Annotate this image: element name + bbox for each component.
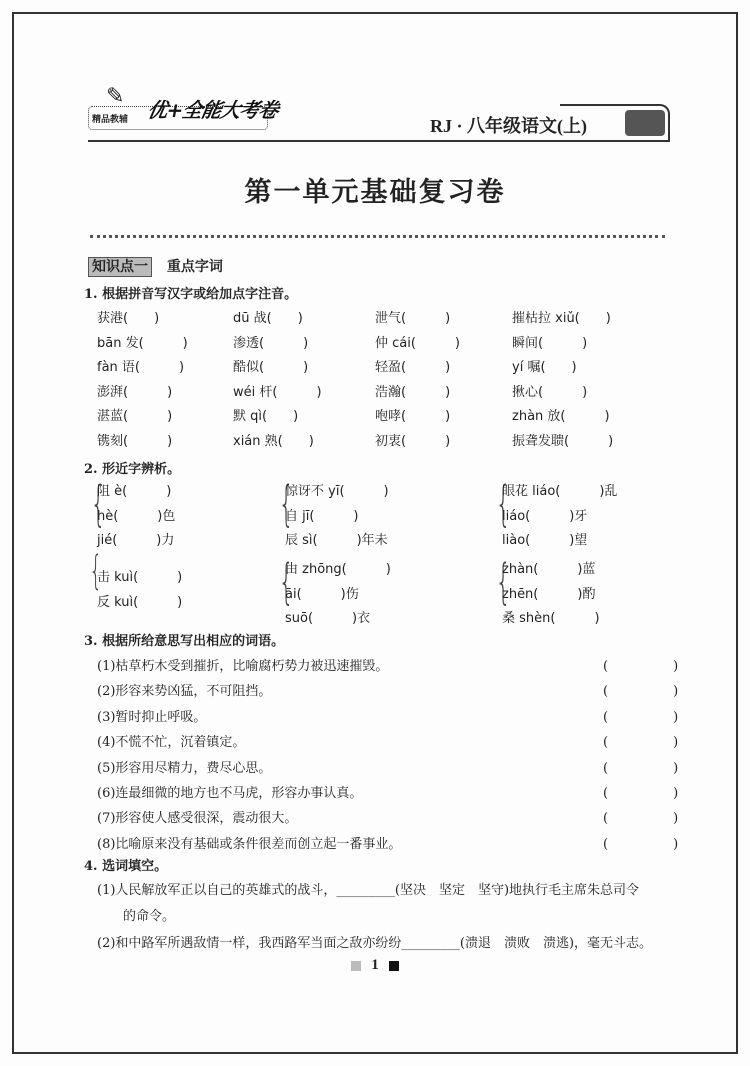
group-brace: { [89, 548, 103, 594]
fill-in-item[interactable]: 眼花 liáo( )乱 [502, 484, 618, 499]
fill-in-item[interactable]: suō( )衣 [285, 611, 371, 626]
fill-in-item[interactable]: zhàn 放( ) [512, 409, 610, 425]
definition-item: (2)形容来势凶猛，不可阻挡。 [97, 684, 272, 700]
answer-blank[interactable]: ( ) [603, 659, 679, 674]
fill-in-item[interactable]: 揪心( ) [512, 384, 588, 400]
definition-item: (7)形容使人感受很深，震动很大。 [97, 811, 298, 827]
fill-in-item[interactable]: 酷似( ) [233, 360, 309, 376]
knowledge-point-label: 重点字词 [166, 259, 223, 275]
fill-in-item[interactable]: 轻盈( ) [375, 360, 451, 376]
definition-item: (5)形容用尽精力，费尽心思。 [97, 760, 272, 776]
fill-in-item[interactable]: 瞬间( ) [512, 335, 588, 351]
answer-blank[interactable]: ( ) [603, 786, 679, 801]
subject-label: RJ · 八年级语文(上) [430, 116, 587, 136]
fill-in-item[interactable]: 阻 è( ) [97, 484, 172, 499]
group-brace: { [278, 476, 294, 532]
fill-in-item[interactable]: jié( )力 [97, 533, 175, 548]
fill-in-item[interactable]: 由 zhōng( ) [285, 562, 391, 577]
dotted-divider [90, 235, 665, 238]
fill-in-item[interactable]: 初衷( ) [375, 434, 451, 449]
fill-in-item[interactable]: dū 战( ) [233, 311, 303, 326]
fill-in-item[interactable]: zhēn( )酌 [502, 586, 596, 602]
question-1-title: 1. 根据拼音写汉字或给加点字注音。 [84, 287, 298, 302]
fill-in-item[interactable]: 桑 shèn( ) [502, 611, 600, 626]
fill-in-item[interactable]: 振聋发聩( ) [512, 434, 614, 449]
question-2-title: 2. 形近字辨析。 [84, 462, 181, 477]
question-4-title: 4. 选词填空。 [84, 859, 168, 874]
definition-item: (6)连最细微的地方也不马虎，形容办事认真。 [97, 786, 363, 801]
fill-in-item[interactable]: 镌刻( ) [97, 434, 173, 449]
definition-item: (4)不慌不忙，沉着镇定。 [97, 735, 246, 751]
fill-in-item[interactable]: 自 jī( ) [285, 508, 359, 524]
fill-in-item[interactable]: liào( )望 [502, 533, 588, 548]
logo-text: 优+全能大考卷 [145, 98, 280, 122]
definition-item: (3)暂时抑止呼吸。 [97, 709, 207, 725]
publisher-logo [88, 84, 280, 130]
page-title: 第一单元基础复习卷 [244, 177, 506, 208]
fill-in-sentence[interactable]: 的命令。 [97, 909, 176, 924]
answer-blank[interactable]: ( ) [603, 836, 679, 852]
fill-in-item[interactable]: 湛蓝( ) [97, 409, 173, 425]
answer-blank[interactable]: ( ) [603, 684, 679, 700]
group-brace: { [495, 554, 511, 610]
fill-in-item[interactable]: liáo( )牙 [502, 508, 588, 524]
fill-in-item[interactable]: 浩瀚( ) [375, 384, 451, 400]
fill-in-item[interactable]: 渗透( ) [233, 335, 309, 351]
knowledge-point-heading [88, 256, 223, 276]
fill-in-item[interactable]: zhàn( )蓝 [502, 562, 596, 577]
knowledge-point-badge: 知识点一 [88, 257, 152, 277]
fill-in-item[interactable]: 获港( ) [97, 311, 160, 326]
fill-in-item[interactable]: hè( )色 [97, 508, 176, 524]
answer-blank[interactable]: ( ) [603, 811, 679, 827]
fill-in-item[interactable]: 反 kuì( ) [97, 594, 183, 610]
question-3-title: 3. 根据所给意思写出相应的词语。 [84, 634, 285, 649]
fill-in-item[interactable]: fàn 语( ) [97, 360, 185, 376]
group-brace: { [495, 476, 511, 532]
fill-in-item[interactable]: xián 熟( ) [233, 434, 314, 449]
answer-blank[interactable]: ( ) [603, 760, 679, 776]
page-number-text: 1 [371, 957, 379, 973]
fill-in-item[interactable]: 辰 sì( )年未 [285, 533, 388, 548]
fill-in-item[interactable]: 泄气( ) [375, 311, 451, 326]
page-number [0, 957, 750, 974]
fill-in-item[interactable]: 默 qì( ) [233, 409, 299, 425]
group-brace: { [278, 554, 294, 610]
fill-in-item[interactable]: yí 嘱( ) [512, 360, 577, 376]
definition-item: (1)枯草朽木受到摧折，比喻腐朽势力被迅速摧毁。 [97, 659, 389, 674]
logo-small-text: 精品教辅 [92, 115, 129, 125]
fill-in-item[interactable]: 咆哮( ) [375, 409, 451, 425]
fill-in-item[interactable]: 摧枯拉 xiǔ( ) [512, 311, 611, 326]
fill-in-item[interactable]: 澎湃( ) [97, 384, 173, 400]
answer-blank[interactable]: ( ) [603, 735, 679, 751]
fill-in-item[interactable]: 仲 cái( ) [375, 335, 461, 351]
fill-in-sentence[interactable]: (2)和中路军所遇敌情一样，我西路军当面之敌亦纷纷_________(溃退 溃败 溃逃)，毫无斗志。 [97, 936, 653, 951]
fill-in-sentence[interactable]: (1)人民解放军正以自己的英雄式的战斗，_________(坚决 坚定 坚守)地执行毛主席朱总司令 [97, 883, 640, 898]
fill-in-item[interactable]: āi( )伤 [285, 586, 359, 602]
definition-item: (8)比喻原来没有基础或条件很差而创立起一番事业。 [97, 836, 402, 852]
fill-in-item[interactable]: wéi 杆( ) [233, 384, 322, 400]
answer-blank[interactable]: ( ) [603, 709, 679, 725]
reader-figure-icon: ✎ [106, 84, 125, 109]
fill-in-item[interactable]: 击 kuì( ) [97, 570, 183, 585]
fill-in-item[interactable]: 惊讶不 yī( ) [285, 484, 389, 499]
subject-tab [625, 110, 665, 136]
group-brace: { [90, 476, 106, 532]
fill-in-item[interactable]: bān 发( ) [97, 335, 188, 351]
